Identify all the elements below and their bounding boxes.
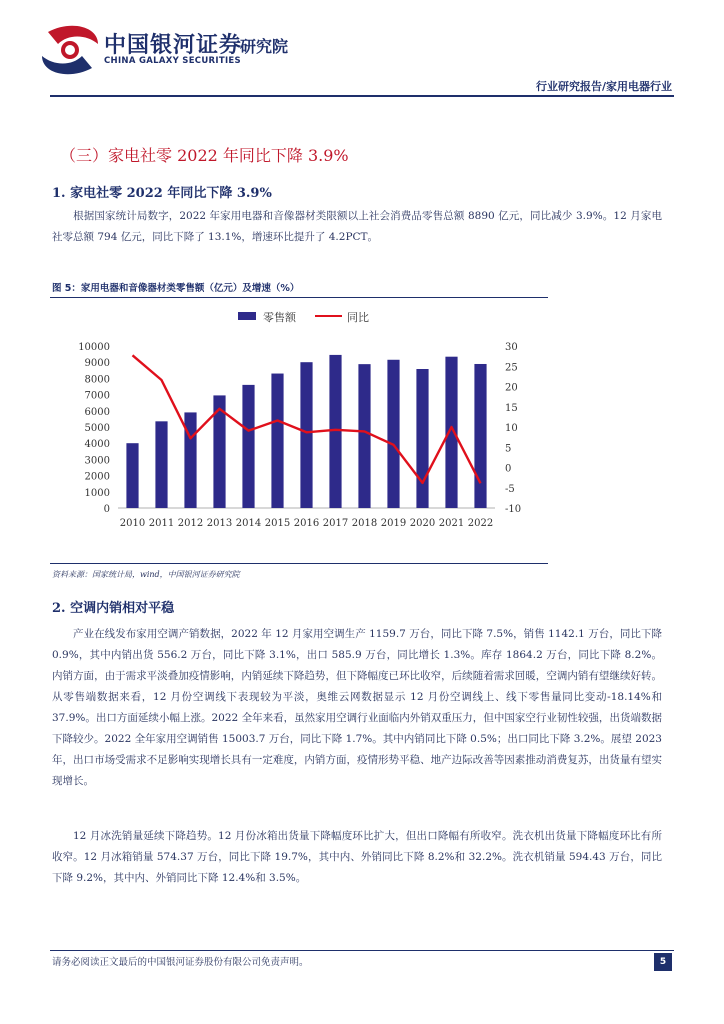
figure-top-rule xyxy=(50,297,548,298)
figure-source: 资料来源：国家统计局，wind，中国银河证券研究院 xyxy=(52,570,240,579)
paragraph-3-text: 12 月冰洗销量延续下降趋势。12 月份冰箱出货量下降幅度环比扩大，但出口降幅有所收窄。洗衣机出货量下降幅度环比有所收窄。12 月冰箱销量 574.37 万台，同比下降 19.7%，其中内、外销同比下降 8.2%和 32.2%。洗衣机销量 594.43 万台，同比下降 9.2%，其中内、外销同比下降 12.4%和 3.5%。 xyxy=(52,830,662,884)
galaxy-swirl-icon xyxy=(42,26,98,74)
y-left-tick-label: 1000 xyxy=(84,487,110,499)
logo-chinese-name: 中国银河证券 xyxy=(104,33,243,58)
x-tick-label: 2020 xyxy=(409,518,436,529)
x-tick-label: 2017 xyxy=(322,518,349,529)
bar-retail-2014 xyxy=(242,385,254,508)
y-left-tick-label: 5000 xyxy=(84,423,110,434)
y-right-tick-label: 30 xyxy=(505,342,518,353)
y-right-tick-label: 25 xyxy=(505,362,518,374)
x-tick-label: 2022 xyxy=(467,518,494,529)
subsection-title-2: 2. 空调内销相对平稳 xyxy=(52,601,175,616)
x-tick-label: 2016 xyxy=(293,518,320,529)
bar-retail-2017 xyxy=(329,355,341,508)
footer-divider xyxy=(50,950,674,951)
x-tick-label: 2011 xyxy=(148,518,175,529)
bar-retail-2012 xyxy=(184,412,196,508)
paragraph-1 xyxy=(52,206,662,248)
y-right-tick-label: 20 xyxy=(505,382,518,394)
y-right-tick-label: 5 xyxy=(505,443,512,455)
subsection-title-1: 1. 家电社零 2022 年同比下降 3.9% xyxy=(52,186,272,201)
paragraph-2-text: 产业在线发布家用空调产销数据，2022 年 12 月家用空调生产 1159.7 万台，同比下降 7.5%，销售 1142.1 万台，同比下降 0.9%，其中内销出货 556.2 万台，同比下降 3.1%，出口 585.9 万台，同比增长 1.3%。库存 1864.2 万台，同比下降 8.2%。内销方面，由于需求平淡叠加疫情影响，内销延续下降趋势，但下降幅度已环比收窄，后续随着需求回暖，空调内销有望继续好转。从零售端数据来看，12 月份空调线下表现较为平淡，奥维云网数据显示 12 月份空调线上、线下零售量同比变动-18.14%和 37.9%。出口方面延续小幅上涨。2022 全年来看，虽然家用空调行业面临内外销双重压力，但中国家空行业韧性较强，出货端数据下降较少。2022 全年家用空调销售 15003.7 万台，同比下降 1.7%。其中内销同比下降 0.5%；出口同比下降 3.2%。展望 2023 年，出口市场受需求不足影响实现增长具有一定难度，内销方面，疫情形势平稳、地产边际改善等因素推动消费复苏，出货量有望实现增长。 xyxy=(52,628,662,787)
y-left-tick-label: 4000 xyxy=(84,439,110,451)
x-tick-label: 2021 xyxy=(438,518,465,529)
x-tick-label: 2018 xyxy=(351,518,378,529)
paragraph-2 xyxy=(52,624,662,792)
y-left-tick-label: 6000 xyxy=(84,406,110,418)
y-right-tick-label: 0 xyxy=(505,463,512,475)
bar-retail-2018 xyxy=(358,364,370,508)
footer-disclaimer: 请务必阅读正文最后的中国银河证券股份有限公司免责声明。 xyxy=(52,957,309,968)
logo-institute-name: 研究院 xyxy=(240,37,289,56)
legend-label-yoy: 同比 xyxy=(347,311,369,324)
x-tick-label: 2012 xyxy=(177,518,204,529)
bar-retail-2015 xyxy=(271,374,283,508)
y-left-tick-label: 2000 xyxy=(84,471,110,483)
y-right-tick-label: 15 xyxy=(505,402,518,414)
y-left-tick-label: 0 xyxy=(103,504,110,515)
bar-retail-2019 xyxy=(387,360,399,508)
bar-retail-2011 xyxy=(155,421,167,508)
legend-label-retail: 零售额 xyxy=(263,311,296,324)
y-left-tick-label: 7000 xyxy=(84,390,110,402)
bar-retail-2021 xyxy=(445,357,457,508)
y-left-tick-label: 9000 xyxy=(84,358,110,370)
y-left-tick-label: 10000 xyxy=(78,342,110,353)
page-number: 5 xyxy=(654,953,672,971)
x-tick-label: 2014 xyxy=(235,518,262,529)
bar-retail-2010 xyxy=(126,443,138,508)
y-right-tick-label: -10 xyxy=(505,504,522,515)
y-left-tick-label: 8000 xyxy=(84,374,110,386)
legend-bar-swatch xyxy=(238,312,256,320)
bar-retail-2022 xyxy=(474,364,486,508)
section-title: （三）家电社零 2022 年同比下降 3.9% xyxy=(60,146,349,165)
x-tick-label: 2019 xyxy=(380,518,407,529)
logo-english-name: CHINA GALAXY SECURITIES xyxy=(104,56,241,66)
figure-bottom-rule xyxy=(50,563,548,564)
y-right-tick-label: 10 xyxy=(505,423,518,434)
bar-retail-2016 xyxy=(300,362,312,508)
x-tick-label: 2015 xyxy=(264,518,291,529)
paragraph-1-text: 根据国家统计局数字，2022 年家用电器和音像器材类限额以上社会消费品零售总额 8890 亿元，同比减少 3.9%。12 月家电社零总额 794 亿元，同比下降了 13.1%，增速环比提升了 4.2PCT。 xyxy=(52,210,662,243)
y-right-tick-label: -5 xyxy=(505,483,515,495)
x-tick-label: 2010 xyxy=(119,518,146,529)
figure-caption: 图 5：家用电器和音像器材类零售额（亿元）及增速（%） xyxy=(52,283,300,294)
report-category: 行业研究报告/家用电器行业 xyxy=(535,80,672,93)
paragraph-3 xyxy=(52,826,662,889)
x-tick-label: 2013 xyxy=(206,518,233,529)
bar-retail-2020 xyxy=(416,369,428,508)
retail-sales-chart xyxy=(60,302,550,537)
header-divider xyxy=(50,95,674,97)
y-left-tick-label: 3000 xyxy=(84,455,110,467)
